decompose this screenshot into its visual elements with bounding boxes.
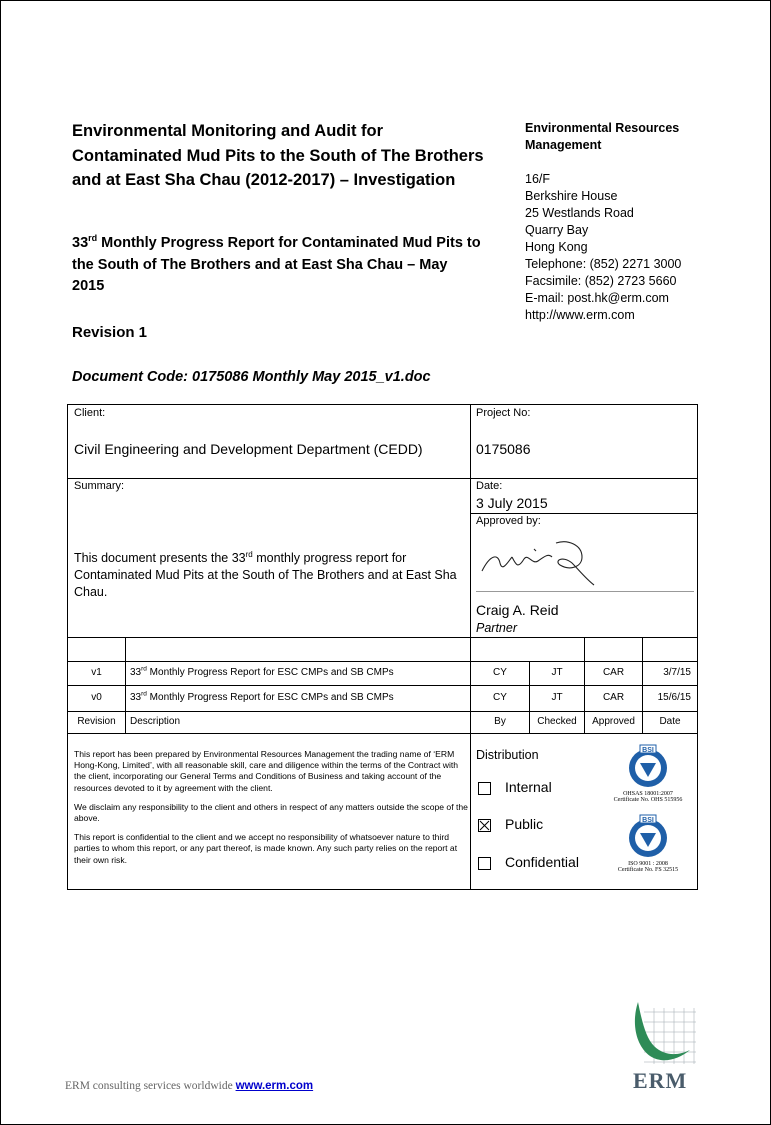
row-v0-by: CY xyxy=(493,692,507,703)
public-checkbox[interactable] xyxy=(478,819,491,832)
bsi-iso-logo-icon xyxy=(625,813,671,859)
ohsas-certificate: OHSAS 18001:2007 Certificate No. OHS 515956 xyxy=(613,791,683,803)
bsi-ohsas-logo-icon xyxy=(625,743,671,789)
confidential-label: Confidential xyxy=(505,854,579,870)
disclaimer-paragraph: We disclaim any responsibility to the client and others in respect of any matters outside the scope of the above. xyxy=(74,801,468,824)
header-date: Date xyxy=(659,716,681,727)
distribution-label: Distribution xyxy=(476,748,539,762)
client-label: Client: xyxy=(74,407,106,419)
iso-certificate: ISO 9001 : 2008 Certificate No. FS 32515 xyxy=(617,861,679,873)
public-label: Public xyxy=(505,816,544,832)
header-by: By xyxy=(494,716,506,727)
row-v1-checked: JT xyxy=(551,667,563,678)
bsi-mark: BSI xyxy=(642,747,654,754)
disclaimer-paragraph: This report has been prepared by Environmental Resources Management the trading name of ‘ERM Hong-Kong, Limited’, with all reasonable skill, care and diligence within the terms of the Contract with the client, incorporating our General Terms and Conditions of Business and taking account of the resources devoted to it by agreement with the client. xyxy=(74,749,459,793)
website-link[interactable]: www.erm.com xyxy=(235,1080,314,1092)
disclaimer-paragraph: This report is confidential to the client and we accept no responsibility of whatsoever nature to third parties to whom this report, or any part thereof, is made known. Any such party relies on the report at their own risk. xyxy=(74,832,458,865)
address-line: Hong Kong xyxy=(525,240,588,254)
erm-logo-text: ERM xyxy=(633,1068,688,1093)
row-v0-approved: CAR xyxy=(602,692,625,703)
report-title: Environmental Monitoring and Audit for Contaminated Mud Pits to the South of The Brothers and at East Sha Chau (2012-2017) – Investigation xyxy=(72,122,484,189)
summary-text: This document presents the 33rd monthly progress report for Contaminated Mud Pits at the South of The Brothers and at East Sha Chau. xyxy=(74,549,457,599)
date-label: Date: xyxy=(476,480,503,492)
document-code: Document Code: 0175086 Monthly May 2015_v1.doc xyxy=(72,369,431,385)
approver-name: Craig A. Reid xyxy=(476,602,559,618)
row-v0-date: 15/6/15 xyxy=(657,692,691,703)
email: E-mail: post.hk@erm.com xyxy=(525,291,669,305)
row-v0-checked: JT xyxy=(551,692,563,703)
row-v1-approved: CAR xyxy=(602,667,625,678)
row-v1-by: CY xyxy=(493,667,507,678)
summary-label: Summary: xyxy=(74,480,125,492)
header-approved: Approved xyxy=(592,716,635,727)
project-value: 0175086 xyxy=(476,441,531,457)
address-block xyxy=(525,120,745,324)
document-info-table xyxy=(67,404,698,890)
approved-by-label: Approved by: xyxy=(476,515,541,527)
signature-image xyxy=(478,535,608,590)
confidential-checkbox[interactable] xyxy=(478,857,491,870)
approver-title: Partner xyxy=(476,621,517,635)
row-v1-description: 33rd Monthly Progress Report for ESC CMPs and SB CMPs xyxy=(130,665,394,678)
revision-label: Revision 1 xyxy=(72,324,148,341)
bsi-mark: BSI xyxy=(642,817,654,824)
telephone: Telephone: (852) 2271 3000 xyxy=(525,257,682,271)
header-description: Description xyxy=(130,716,181,727)
row-v1-date: 3/7/15 xyxy=(663,667,691,678)
project-label: Project No: xyxy=(476,407,531,419)
header-revision: Revision xyxy=(77,716,116,727)
row-v0-description: 33rd Monthly Progress Report for ESC CMPs and SB CMPs xyxy=(130,690,394,703)
report-subtitle: 33rd Monthly Progress Report for Contaminated Mud Pits to the South of The Brothers and at East Sha Chau – May 2015 xyxy=(72,233,481,294)
facsimile: Facsimile: (852) 2723 5660 xyxy=(525,274,677,288)
erm-logo-icon xyxy=(630,1000,700,1066)
address-line: Berkshire House xyxy=(525,189,618,203)
internal-label: Internal xyxy=(505,779,552,795)
check-x-icon xyxy=(479,820,490,831)
organization-name: Environmental Resources Management xyxy=(525,121,680,152)
footer: ERM consulting services worldwide www.erm.com xyxy=(65,1080,314,1092)
internal-checkbox[interactable] xyxy=(478,782,491,795)
row-v1-revision: v1 xyxy=(91,667,102,678)
date-value: 3 July 2015 xyxy=(476,495,548,511)
disclaimer xyxy=(74,749,468,874)
row-v0-revision: v0 xyxy=(91,692,102,703)
address-line: 16/F xyxy=(525,172,551,186)
website: http://www.erm.com xyxy=(525,308,635,322)
client-value: Civil Engineering and Development Department (CEDD) xyxy=(74,441,423,457)
header-checked: Checked xyxy=(537,716,577,727)
address-line: 25 Westlands Road xyxy=(525,206,634,220)
address-line: Quarry Bay xyxy=(525,223,589,237)
